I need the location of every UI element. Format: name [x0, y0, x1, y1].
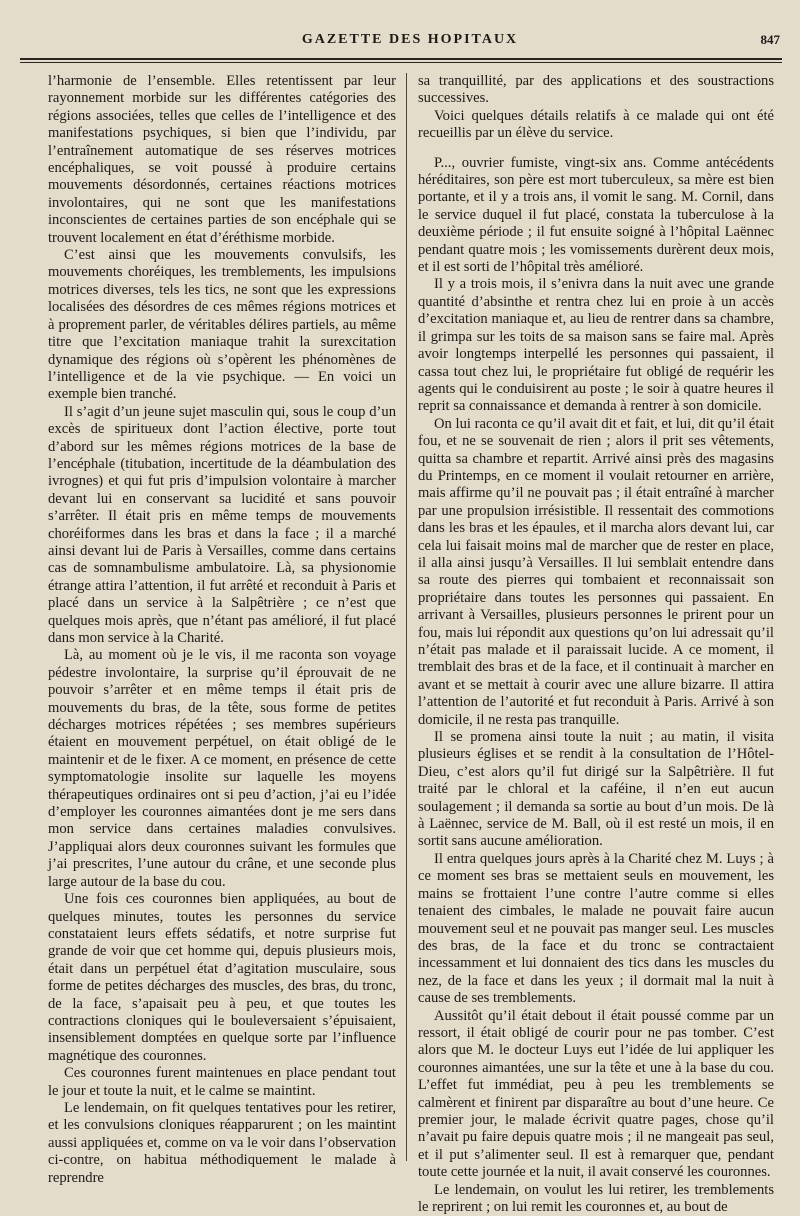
column-divider	[406, 73, 407, 1161]
paragraph: sa tranquillité, par des applications et des soustractions successives.	[418, 73, 774, 107]
running-title: GAZETTE DES HOPITAUX	[301, 32, 519, 47]
right-column	[418, 73, 774, 1215]
section-gap	[418, 143, 774, 155]
paragraph: Aussitôt qu’il était debout il était poussé comme par un ressort, il était obligé de courir pour ne pas tomber. C’est alors que M. le docteur Luys eut l’idée de lui appliquer les couronnes aimantées, une sur la tête et une à la base du cou. L’effet fut immédiat, peu à peu les tremblements se calmèrent et finirent par disparaître au bout d’une heure. Ce premier jour, le malade écrivit quatre pages, chose qu’il n’avait pu faire depuis quatre mois ; il ne mangeait pas seul, et il put s’alimenter seul. Il est à remarquer que, pendant toute cette journée et la nuit, il avait conservé les couronnes.	[418, 1007, 774, 1181]
paragraph: l’harmonie de l’ensemble. Elles retentissent par leur rayonnement morbide sur les différentes catégories des régions associées, telles que celles de l’intelligence et des manifestations psychiques, si bien que l’individu, par l’entraînement automatique de ses réserves motrices encéphaliques, se voit poussé à produire certains mouvements désordonnés, certaines réactions motrices involontaires, qui ne sont que les manifestations inconscientes de certaines parties de son encéphale qui se trouvent localement en état d’éréthisme morbide.	[48, 73, 396, 246]
page-number: 847	[760, 32, 780, 47]
page-header	[40, 30, 780, 54]
header-rule-thick	[20, 58, 782, 60]
paragraph: Le lendemain, on voulut les lui retirer, les tremblements le reprirent ; on lui remit les couronnes et, au bout de	[418, 1181, 774, 1215]
paragraph: P..., ouvrier fumiste, vingt-six ans. Comme antécédents héréditaires, son père est mort tuberculeux, sa mère est bien portante, et il y a trois ans, il vomit le sang. M. Cornil, dans le service duquel il fut placé, constata la tuberculose à la deuxième période ; il fut ensuite soigné à l’hôpital Laënnec pendant quatre mois ; les vomissements durèrent deux mois, et il est sorti de l’hôpital très amélioré.	[418, 154, 774, 276]
paragraph: Il s’agit d’un jeune sujet masculin qui, sous le coup d’un excès de spiritueux dont l’action élective, porte tout d’abord sur les mêmes régions motrices de la base de l’encéphale (titubation, incertitude de la déambulation des ivrognes) et qui fut pris d’impulsion volontaire à marcher devant lui en conservant sa lucidité et sans pouvoir s’arrêter. Il était pris en même temps de mouvements choréiformes dans les bras et dans la face ; il a marché ainsi devant lui de Paris à Versailles, comme dans certains cas de somnambulisme ambulatoire. Là, sa physionomie étrange attira l’attention, il fut arrêté et reconduit à Paris et placé dans un service à la Salpêtrière ; ce n’est que quelques mois après, que n’étant pas amélioré, il fut placé dans mon service à la Charité.	[48, 403, 396, 646]
left-column	[48, 73, 396, 1186]
paragraph: Il se promena ainsi toute la nuit ; au matin, il visita plusieurs églises et se rendit à la consultation de l’Hôtel-Dieu, c’est alors qu’il fut dirigé sur la Salpêtrière. Il fut traité par le chloral et la caféine, il n’en eut aucun soulagement ; il demanda sa sortie au bout d’un mois. De là à Laënnec, service de M. Ball, où il est resté un mois, il en sortit sans aucune amélioration.	[418, 729, 774, 850]
paragraph: Voici quelques détails relatifs à ce malade qui ont été recueillis par un élève du service.	[418, 107, 774, 142]
header-rule-thin	[20, 62, 782, 63]
paragraph: Il entra quelques jours après à la Charité chez M. Luys ; à ce moment ses bras se mettaient seuls en mouvement, les mains se frottaient l’une contre l’autre comme si elles tenaient des cimbales, le malade ne pouvait faire aucun mouvement seul et ne pouvait pas manger seul. Les muscles des bras, de la face et du tronc se contractaient incessamment et lui donnaient des tics dans les muscles du nez, de la face et dans les yeux ; il dormait mal la nuit à cause de ses tremblements.	[418, 850, 774, 1007]
paragraph: On lui raconta ce qu’il avait dit et fait, et lui, dit qu’il était fou, et ne se souvenait de rien ; alors il prit ses vêtements, quitta sa chambre et repartit. Arrivé ainsi près des magasins du Printemps, en ce moment il voulait retourner en arrière, mais affirme qu’il ne pouvait pas ; il était entraîné à marcher par une propulsion irrésistible. Il ressentait des commotions dans les bras et les épaules, et il marcha alors devant lui, car cela lui faisait moins mal de marcher que de rester en place, il alla ainsi jusqu’à Versailles. Il lui semblait entendre dans sa route des pierres qui tombaient et reconnaissait son propriétaire dans toutes les personnes qui passaient. En arrivant à Versailles, plusieurs personnes le prirent pour un fou, mais lui répondit aux questions qu’on lui adressait qu’il n’était pas malade et il paraissait lucide. A ce moment, il tremblait des bras et de la face, et il continuait à marcher en avant et se mettait à courir avec une allure bizarre. Il attira l’attention de l’autorité et fut reconduit à Paris. Arrivé à son domicile, il ne resta pas tranquille.	[418, 415, 774, 728]
paragraph: C’est ainsi que les mouvements convulsifs, les mouvements choréiques, les tremblements, les impulsions motrices diverses, tels les tics, ne sont que les expressions localisées des désordres de ces mêmes régions motrices et à proprement parler, de véritables délires partiels, au même titre que l’excitation maniaque trahit la surexcitation dynamique des régions où s’opèrent les phénomènes de l’intelligence et de la vie psychique. — En voici un exemple bien tranché.	[48, 247, 396, 403]
paragraph: Là, au moment où je le vis, il me raconta son voyage pédestre involontaire, la surprise qu’il éprouvait de ne pouvoir s’arrêter et en même temps il était pris de mouvements du bras, de la tête, sous forme de petites décharges motrices répétées ; ses membres supérieurs étaient en mouvement perpétuel, on était obligé de le maintenir et de le fixer. A ce moment, en présence de cette symptomatologie insolite sur laquelle les moyens thérapeutiques ordinaires ont si peu d’action, j’ai eu l’idée d’employer les couronnes aimantées dont je me sers dans mon service dans certaines maladies convulsives. J’appliquai alors deux couronnes suivant les formules que j’ai prescrites, l’une autour du crâne, et une seconde plus large autour de la base du cou.	[48, 647, 396, 890]
paragraph: Le lendemain, on fit quelques tentatives pour les retirer, et les convulsions cloniques réapparurent ; on les maintint aussi appliquées et, comme on va le voir dans l’observation ci-contre, on habitua méthodiquement le malade à reprendre	[48, 1099, 396, 1186]
paragraph: Une fois ces couronnes bien appliquées, au bout de quelques minutes, toutes les personnes du service constataient leurs effets sédatifs, et notre surprise fut grande de voir que cet homme qui, depuis plusieurs mois, était dans un perpétuel état d’agitation musculaire, sous forme de petites décharges des muscles, des bras, du tronc, de la face, s’apaisait peu à peu, et que toutes les contractions cloniques qui le bouleversaient s’épuisaient, insensiblement domptées en quelque sorte par l’influence magnétique des couronnes.	[48, 891, 396, 1064]
paragraph: Ces couronnes furent maintenues en place pendant tout le jour et toute la nuit, et le calme se maintint.	[48, 1065, 396, 1099]
paragraph: Il y a trois mois, il s’enivra dans la nuit avec une grande quantité d’absinthe et rentra chez lui en proie à un accès d’excitation maniaque et, au lieu de rentrer dans sa chambre, il grimpa sur les toits de sa maison sans se faire mal. Après avoir longtemps interpellé les personnes qui passaient, il cassa tout chez lui, le propriétaire fut obligé de requérir les agents qui le conduisirent au poste ; le soir à quatre heures il reprit sa connaissance et demanda à rentrer à son domicile.	[418, 276, 774, 415]
